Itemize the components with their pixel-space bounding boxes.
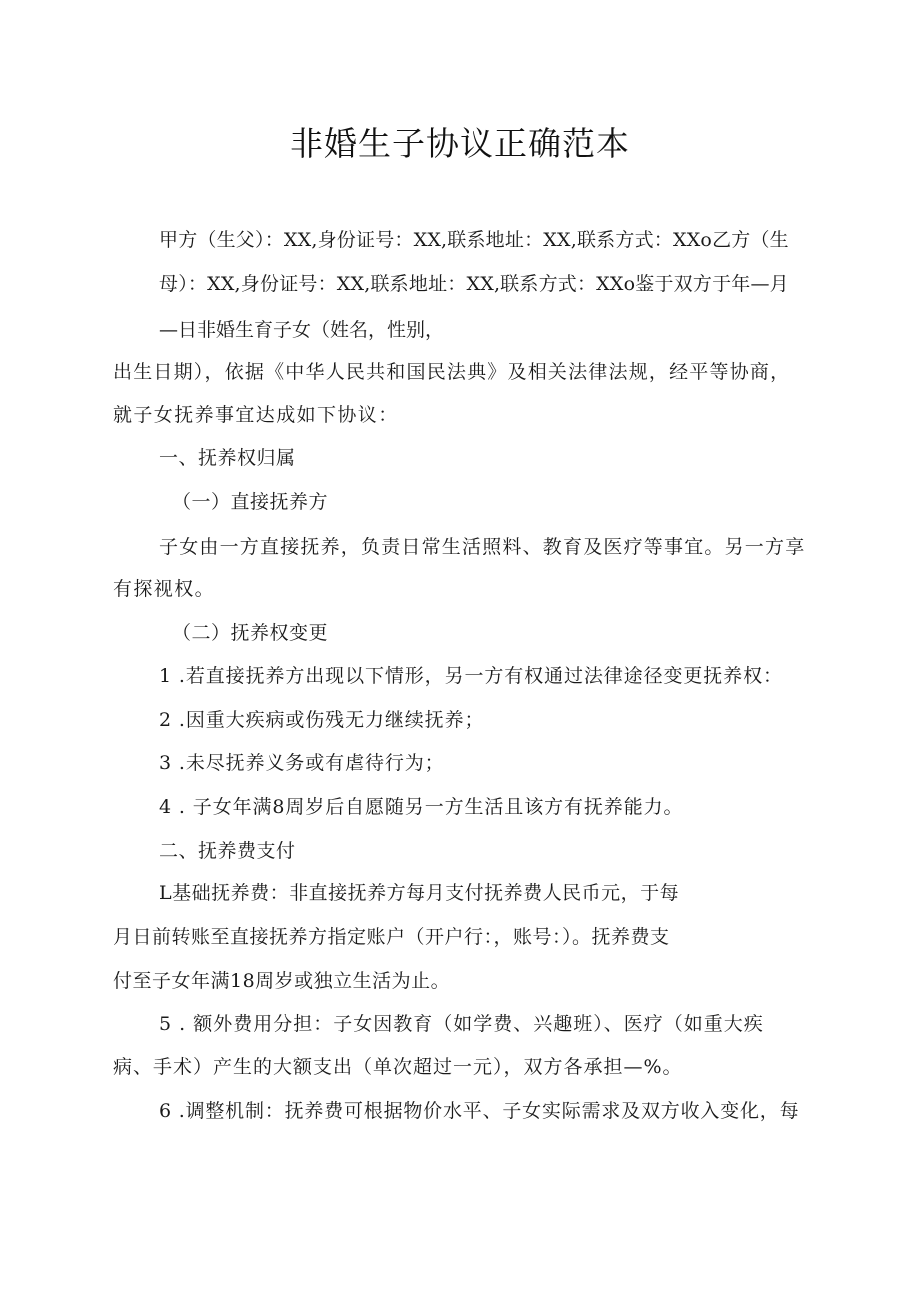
paragraph-line: 就子女抚养事宜达成如下协议： <box>113 404 399 426</box>
list-item: 6 .调整机制：抚养费可根据物价水平、子女实际需求及双方收入变化，每 <box>159 1100 800 1122</box>
list-item: 5 . 额外费用分担：子女因教育（如学费、兴趣班）、医疗（如重大疾 <box>159 1013 764 1035</box>
subsection-heading: （一）直接抚养方 <box>172 491 329 513</box>
list-item: 1 .若直接抚养方出现以下情形，另一方有权通过法律途径变更抚养权： <box>159 665 783 687</box>
list-item: 2 .因重大疾病或伤残无力继续抚养； <box>159 709 485 731</box>
paragraph-line: 出生日期），依据《中华人民共和国民法典》及相关法律法规，经平等协商， <box>113 361 791 383</box>
subsection-heading: （二）抚养权变更 <box>172 622 329 644</box>
list-item: 3 .未尽抚养义务或有虐待行为； <box>159 752 445 774</box>
paragraph-line: L基础抚养费：非直接抚养方每月支付抚养费人民币元，于每 <box>159 882 680 904</box>
section-heading: 一、抚养权归属 <box>159 447 296 469</box>
paragraph-line: 月日前转账至直接抚养方指定账户（开户行：，账号：）。抚养费支 <box>113 926 670 948</box>
paragraph-line: —日非婚生育子女（姓名，性别， <box>159 319 445 341</box>
paragraph-line: 甲方（生父）：XX,身份证号：XX,联系地址：XX,联系方式：XXo乙方（生 <box>159 229 789 251</box>
paragraph-line: 病、手术）产生的大额支出（单次超过一元），双方各承担—%。 <box>113 1056 683 1078</box>
list-item: 4 . 子女年满8周岁后自愿随另一方生活且该方有抚养能力。 <box>159 796 684 818</box>
paragraph-line: 子女由一方直接抚养，负责日常生活照料、教育及医疗等事宜。另一方享 <box>159 536 806 558</box>
paragraph-line: 母）：XX,身份证号：XX,联系地址：XX,联系方式：XXo鉴于双方于年—月 <box>159 273 789 295</box>
section-heading: 二、抚养费支付 <box>159 840 296 862</box>
paragraph-line: 有探视权。 <box>113 578 216 600</box>
document-title: 非婚生子协议正确范本 <box>290 124 630 163</box>
paragraph-line: 付至子女年满18周岁或独立生活为止。 <box>113 970 451 992</box>
